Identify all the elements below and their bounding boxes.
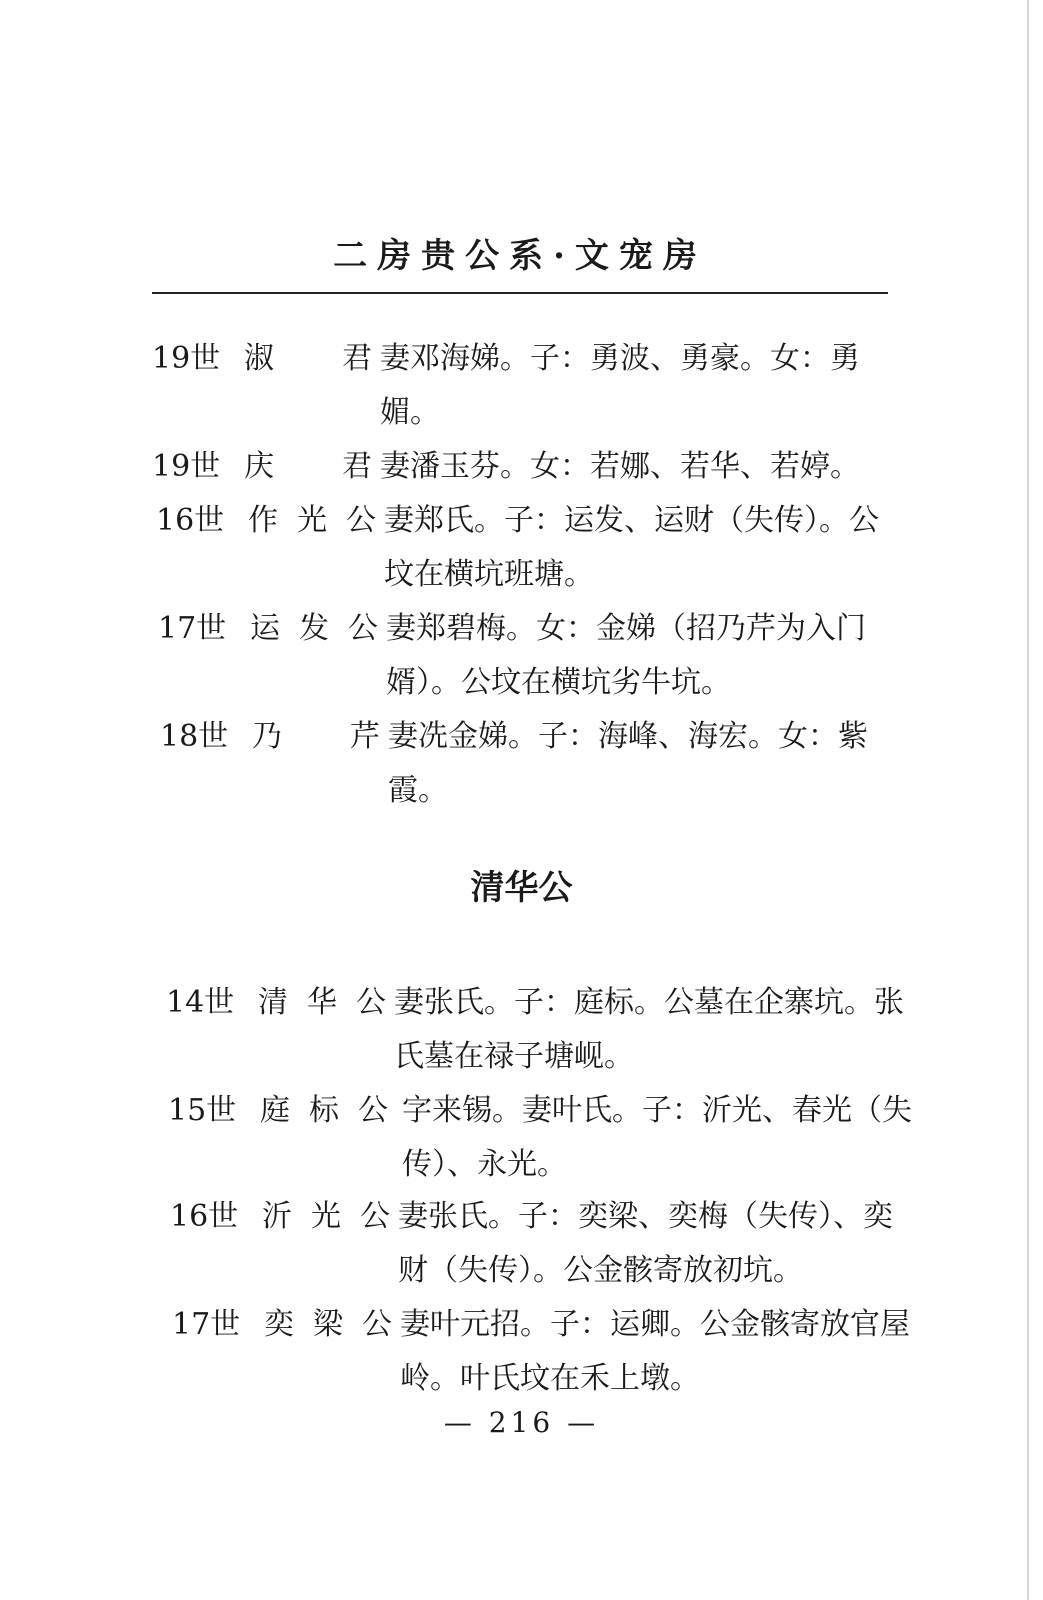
entry-description: 妻冼金娣。子：海峰、海宏。女：紫霞。 <box>388 719 868 808</box>
person-name: 奕梁公 <box>264 1307 392 1342</box>
generation-label: 19世 <box>152 449 221 484</box>
generation-label: 15世 <box>168 1093 237 1128</box>
person-name: 庭标公 <box>260 1093 388 1128</box>
generation-label: 17世 <box>158 611 227 646</box>
generation-label: 16世 <box>156 503 225 538</box>
running-header: 二房贵公系·文宠房 <box>333 236 707 276</box>
entry-description: 妻张氏。子：庭标。公墓在企寨坑。张氏墓在禄子塘岘。 <box>394 985 904 1074</box>
generation-label: 14世 <box>166 985 235 1020</box>
generation-label: 18世 <box>160 719 229 754</box>
entry-description: 妻郑氏。子：运发、运财（失传）。公坟在横坑班塘。 <box>384 503 879 592</box>
page-number: — 216 — <box>443 1406 600 1439</box>
entry-description: 妻张氏。子：奕梁、奕梅（失传）、奕财（失传）。公金骸寄放初坑。 <box>398 1199 893 1288</box>
generation-label: 19世 <box>152 341 221 376</box>
entry-description: 字来锡。妻叶氏。子：沂光、春光（失传）、永光。 <box>402 1093 912 1182</box>
entry-description: 妻郑碧梅。女：金娣（招乃芹为入门婿）。公坟在横坑劣牛坑。 <box>386 611 866 700</box>
person-name: 庆 君 <box>244 449 372 484</box>
page-edge <box>1027 0 1029 1600</box>
section-title: 清华公 <box>470 868 573 908</box>
person-name: 作光公 <box>248 503 376 538</box>
person-name: 清华公 <box>258 985 386 1020</box>
entry-description: 妻潘玉芬。女：若娜、若华、若婷。 <box>380 449 860 484</box>
header-rule <box>152 292 888 294</box>
person-name: 运发公 <box>250 611 378 646</box>
entry-description: 妻邓海娣。子：勇波、勇豪。女：勇媚。 <box>380 341 860 430</box>
generation-label: 17世 <box>172 1307 241 1342</box>
person-name: 淑 君 <box>244 341 372 376</box>
generation-label: 16世 <box>170 1199 239 1234</box>
entry-description: 妻叶元招。子：运卿。公金骸寄放官屋岭。叶氏坟在禾上墩。 <box>400 1307 910 1396</box>
person-name: 乃 芹 <box>252 719 380 754</box>
person-name: 沂光公 <box>262 1199 390 1234</box>
